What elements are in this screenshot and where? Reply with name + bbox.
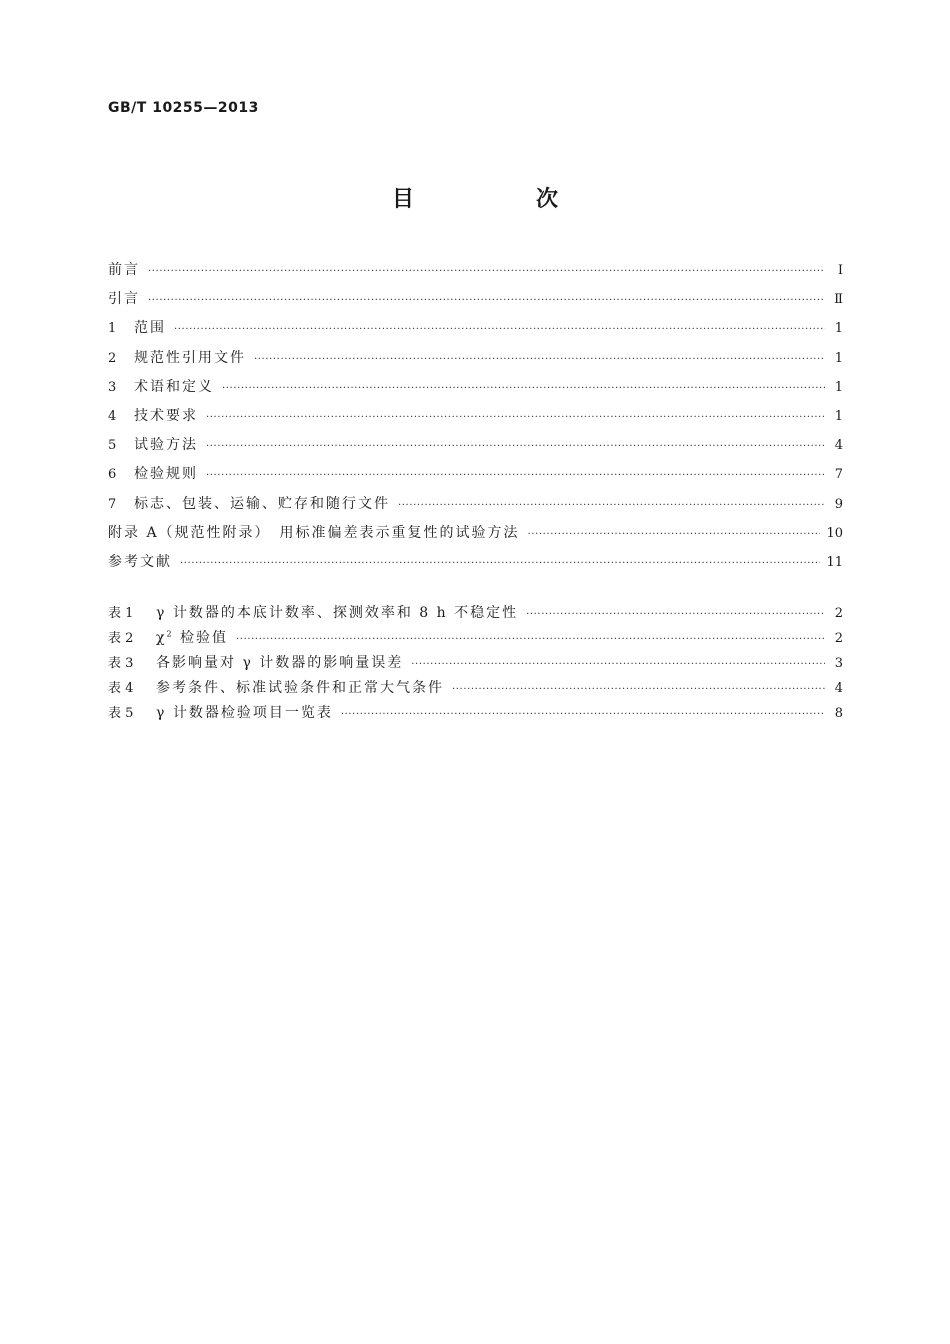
table-label: γ 计数器检验项目一览表 bbox=[156, 705, 333, 721]
toc-label: 规范性引用文件 bbox=[134, 349, 246, 366]
leader-dots bbox=[452, 684, 825, 695]
toc-label: 附录 A（规范性附录） 用标准偏差表示重复性的试验方法 bbox=[108, 524, 520, 541]
toc-entry[interactable] bbox=[108, 522, 843, 551]
toc-entry[interactable] bbox=[108, 434, 843, 463]
toc-number: 5 bbox=[108, 438, 117, 454]
table-page: 3 bbox=[834, 656, 843, 671]
toc-entry[interactable] bbox=[108, 551, 843, 580]
table-entry[interactable] bbox=[108, 652, 843, 677]
table-entry[interactable] bbox=[108, 702, 843, 727]
toc-number: 2 bbox=[108, 350, 117, 366]
toc-entry[interactable] bbox=[108, 405, 843, 434]
toc-label: 标志、包装、运输、贮存和随行文件 bbox=[134, 495, 390, 512]
leader-dots bbox=[206, 441, 825, 452]
table-entry[interactable] bbox=[108, 677, 843, 702]
table-label: γ 计数器的本底计数率、探测效率和 8 h 不稳定性 bbox=[156, 605, 519, 621]
toc-label: 检验规则 bbox=[134, 466, 198, 483]
page-title: 目 次 bbox=[391, 187, 608, 212]
toc-list bbox=[108, 259, 843, 580]
table-label-text: 检验值 bbox=[173, 630, 229, 646]
table-page: 8 bbox=[834, 706, 843, 721]
toc-page: 1 bbox=[834, 408, 843, 424]
toc-page: 11 bbox=[826, 554, 843, 570]
toc-entry[interactable] bbox=[108, 463, 843, 492]
toc-page: 1 bbox=[834, 350, 843, 366]
leader-dots bbox=[206, 470, 825, 481]
table-label: 各影响量对 γ 计数器的影响量误差 bbox=[156, 655, 404, 671]
toc-label: 试验方法 bbox=[134, 437, 198, 454]
leader-dots bbox=[398, 500, 825, 511]
toc-number: 3 bbox=[108, 379, 117, 395]
leader-dots bbox=[341, 709, 825, 720]
chi-symbol: χ bbox=[156, 630, 167, 646]
leader-dots bbox=[528, 529, 821, 540]
table-page: 2 bbox=[834, 606, 843, 621]
table-number: 表 3 bbox=[108, 656, 134, 671]
leader-dots bbox=[411, 659, 825, 670]
toc-number: 1 bbox=[108, 321, 117, 337]
table-number: 表 1 bbox=[108, 606, 134, 621]
toc-page: 10 bbox=[826, 525, 843, 541]
table-entry[interactable] bbox=[108, 602, 843, 627]
leader-dots bbox=[174, 324, 825, 335]
toc-page: Ⅰ bbox=[837, 263, 843, 278]
leader-dots bbox=[148, 295, 825, 306]
toc-entry[interactable] bbox=[108, 376, 843, 405]
toc-label: 前言 bbox=[108, 262, 140, 278]
leader-dots bbox=[206, 412, 825, 423]
table-number: 表 2 bbox=[108, 631, 134, 646]
table-entry[interactable] bbox=[108, 627, 843, 652]
toc-entry[interactable] bbox=[108, 493, 843, 522]
toc-label: 引言 bbox=[108, 291, 140, 308]
table-page: 4 bbox=[834, 681, 843, 696]
table-label: 参考条件、标准试验条件和正常大气条件 bbox=[156, 680, 444, 696]
leader-dots bbox=[222, 383, 825, 394]
toc-entry[interactable] bbox=[108, 259, 843, 288]
table-label bbox=[156, 627, 228, 647]
table-number: 表 5 bbox=[108, 706, 134, 721]
standard-code: GB/T 10255—2013 bbox=[108, 100, 259, 116]
toc-label: 参考文献 bbox=[108, 553, 172, 570]
toc-entry[interactable] bbox=[108, 347, 843, 376]
toc-page: 1 bbox=[834, 321, 843, 337]
toc-label: 技术要求 bbox=[134, 407, 198, 424]
leader-dots bbox=[180, 558, 820, 569]
toc-entry[interactable] bbox=[108, 317, 843, 346]
leader-dots bbox=[236, 634, 825, 645]
toc-label: 术语和定义 bbox=[134, 378, 214, 395]
table-list bbox=[108, 602, 843, 727]
table-page: 2 bbox=[834, 631, 843, 646]
toc-page: 4 bbox=[834, 438, 843, 454]
leader-dots bbox=[148, 266, 825, 277]
superscript: 2 bbox=[166, 629, 174, 639]
toc-number: 4 bbox=[108, 408, 117, 424]
toc-page: Ⅱ bbox=[834, 292, 843, 308]
toc-page: 9 bbox=[834, 496, 843, 512]
toc-number: 7 bbox=[108, 496, 117, 512]
toc-page: 1 bbox=[834, 379, 843, 395]
toc-label: 范围 bbox=[134, 320, 166, 337]
leader-dots bbox=[526, 609, 825, 620]
toc-entry[interactable] bbox=[108, 288, 843, 317]
toc-number: 6 bbox=[108, 467, 117, 483]
toc-page: 7 bbox=[834, 467, 843, 483]
table-number: 表 4 bbox=[108, 681, 134, 696]
leader-dots bbox=[254, 354, 825, 365]
